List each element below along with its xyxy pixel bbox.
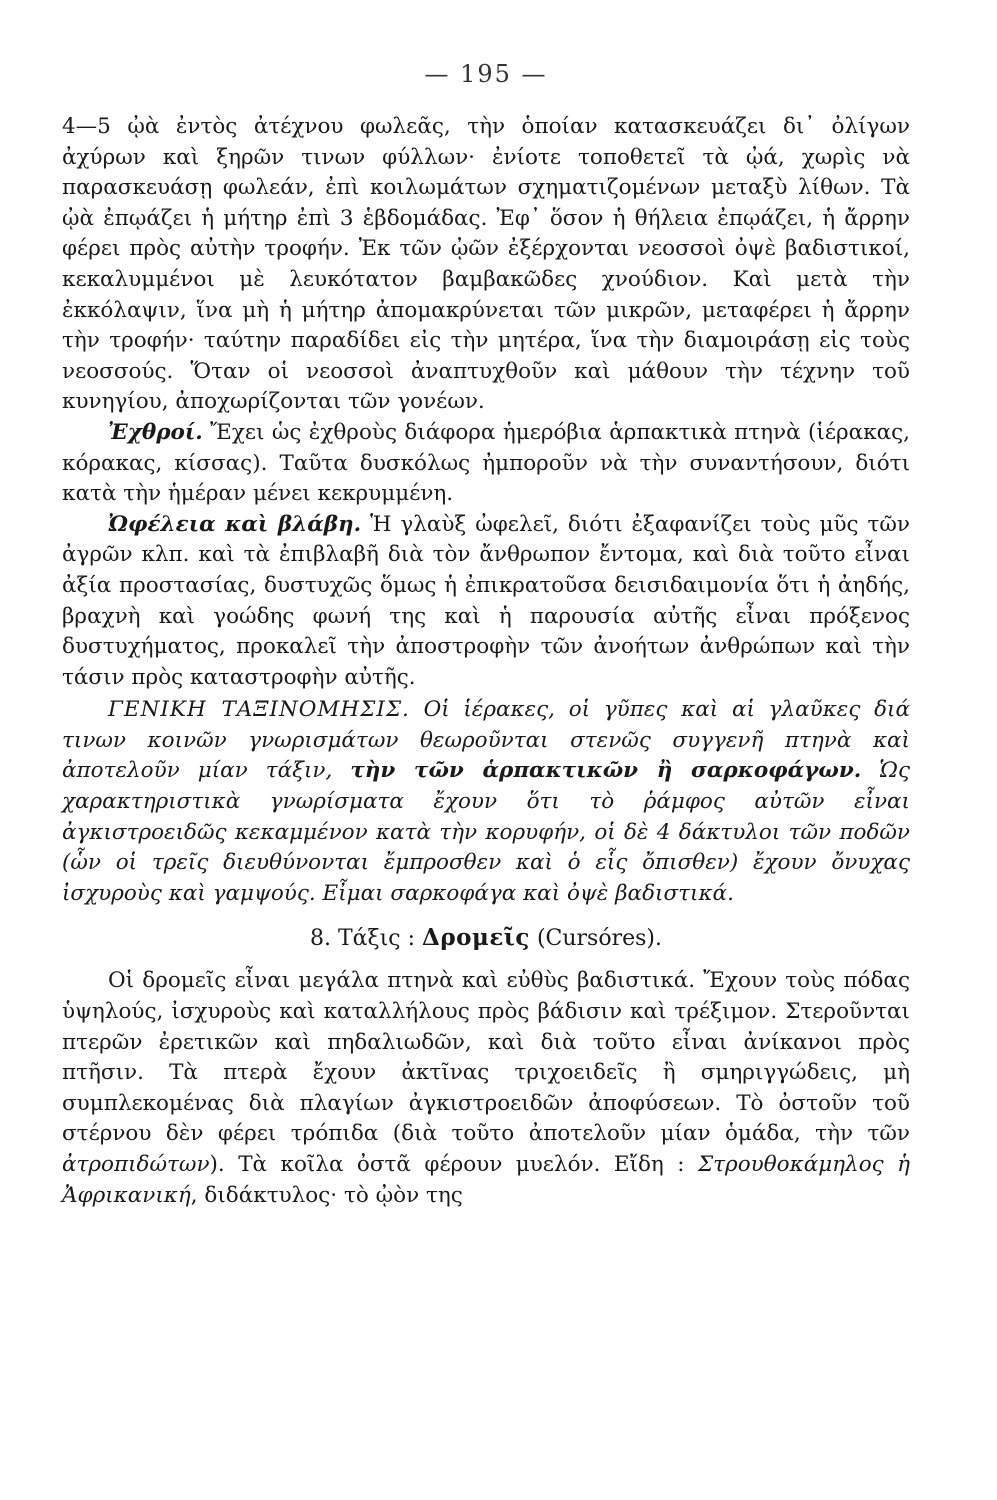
run-in-heading-benefit-harm: Ὠφέλεια καὶ βλάβη. [108,511,362,537]
section-latin-name: (Cursóres). [536,926,662,952]
classification-text-b: Ὡς χαρακτηριστικὰ γνωρίσματα ἔχουν ὅτι τὸ ῥάμφος αὐτῶν εἶναι ἀγκιστροειδῶς κεκαμμένον κατὰ τὴν κορυφήν, οἱ δὲ 4 δάκτυλοι τῶν ποδῶν (ὧν οἱ τρεῖς διευθύνονται ἔμπροσθεν καὶ ὁ εἷς ὄπισθεν) ἔχουν ὄνυχας ἰσχυροὺς καὶ γαμψούς. Εἶμαι σαρκοφάγα καὶ ὀψὲ βαδιστικά. [62,758,910,906]
section-heading-order-8 [62,923,910,954]
section-name: Δρομεῖς [422,924,530,952]
book-page [62,60,910,1211]
section-number: 8. Τάξις : [310,926,415,952]
runners-species-name: Στρουθοκάμηλος ἡ Ἀφρικανική [62,1152,911,1208]
classification-order-name: τὴν τῶν ἁρπακτικῶν ἢ σαρκοφάγων. [350,758,862,784]
paragraph-benefit-harm-text: Ἡ γλαὺξ ὠφελεῖ, διότι ἐξαφανίζει τοὺς μῦς τῶν ἀγρῶν κλπ. καὶ τὰ ἐπιβλαβῆ διὰ τὸν ἄνθρωπον ἔντομα, καὶ διὰ τοῦτο εἶναι ἀξία προστασίας, δυστυχῶς ὅμως ἡ ἐπικρατοῦσα δεισιδαιμονία ὅτι ἡ ἀηδής, βραχνὴ καὶ γοώδης φωνή της καὶ ἡ παρουσία αὐτῆς εἶναι πρόξενος δυστυχήματος, προκαλεῖ τὴν ἀποστροφὴν τῶν ἀνοήτων ἀνθρώπων καὶ τὴν τάσιν πρὸς καταστροφὴν αὐτῆς. [62,511,911,690]
page-number: — 195 — [424,60,548,88]
paragraph-benefit-harm [62,510,910,694]
paragraph-nesting: 4—5 ᾠὰ ἐντὸς ἀτέχνου φωλεᾶς, τὴν ὁποίαν κατασκευάζει δι᾿ ὀλίγων ἀχύρων καὶ ξηρῶν τινων φύλλων· ἐνίοτε τοποθετεῖ τὰ ᾠά, χωρὶς νὰ παρασκευάσῃ φωλεάν, ἐπὶ κοιλωμάτων σχηματιζομένων μεταξὺ λίθων. Τὰ ᾠὰ ἐπῳάζει ἡ μήτηρ ἐπὶ 3 ἑβδομάδας. Ἐφ᾿ ὅσον ἡ θήλεια ἐπῳάζει, ἡ ἄρρην φέρει πρὸς αὐτὴν τροφήν. Ἐκ τῶν ᾠῶν ἐξέρχονται νεοσσοὶ ὀψὲ βαδιστικοί, κεκαλυμμένοι μὲ λευκότατον βαμβακῶδες χνούδιον. Καὶ μετὰ τὴν ἐκκόλαψιν, ἵνα μὴ ἡ μήτηρ ἀπομακρύνεται τῶν μικρῶν, μεταφέρει ἡ ἄρρην τὴν τροφήν· ταύτην παραδίδει εἰς τὴν μητέρα, ἵνα τὴν διαμοιράσῃ εἰς τοὺς νεοσσούς. Ὅταν οἱ νεοσσοὶ ἀναπτυχθοῦν καὶ μάθουν τὴν τέχνην τοῦ κυνηγίου, ἀποχωρίζονται τῶν γονέων. [62,114,910,415]
runners-italic-term: ἀτροπιδώτων [62,1152,210,1177]
heading-general-classification: ΓΕΝΙΚΗ ΤΑΞΙΝΟΜΗΣΙΣ. [108,697,410,723]
classification-text-a: Οἱ ἱέρακες, οἱ γῦπες καὶ αἱ γλαῦκες διά τινων κοινῶν γνωρισμάτων θεωροῦνται στενῶς συγγενῆ πτηνὰ καὶ ἀποτελοῦν μίαν τάξιν, [62,697,910,784]
run-in-heading-enemies: Ἐχθροί. [108,419,203,445]
paragraph-enemies-text: Ἔχει ὡς ἐχθροὺς διάφορα ἡμερόβια ἁρπακτικὰ πτηνὰ (ἱέρακας, κόρακας, κίσσας). Ταῦτα δυσκόλως ἠμποροῦν νὰ τὴν συναντήσουν, διότι κατὰ τὴν ἡμέραν μένει κεκρυμμένη. [62,419,910,507]
paragraph-general-classification [62,695,910,909]
runners-text: Οἱ δρομεῖς εἶναι μεγάλα πτηνὰ καὶ εὐθὺς βαδιστικά. Ἔχουν τοὺς πόδας ὑψηλούς, ἰσχυροὺς καὶ καταλλήλους πρὸς βάδισιν καὶ τρέξιμον. Στεροῦνται πτερῶν ἐρετικῶν καὶ πηδαλιωδῶν, καὶ διὰ τοῦτο εἶναι ἀνίκανοι πρὸς πτῆσιν. Τὰ πτερὰ ἔχουν ἀκτῖνας τριχοειδεῖς ἢ σμηριγγώδεις, μὴ συμπλεκομένας διὰ πλαγίων ἀγκιστροειδῶν ἀποφύσεων. Τὸ ὀστοῦν τοῦ στέρνου δὲν φέρει τρόπιδα (διὰ τοῦτο ἀποτελοῦν μίαν ὁμάδα, τὴν τῶν [62,968,910,1147]
paragraph-runners [62,966,910,1211]
paragraph-enemies [62,418,910,510]
runners-text-mid: ). Τὰ κοῖλα ὀστᾶ φέρουν μυελόν. Εἴδη : [209,1152,698,1177]
runners-text-end: , διδάκτυλος· τὸ ᾠὸν της [190,1182,463,1208]
